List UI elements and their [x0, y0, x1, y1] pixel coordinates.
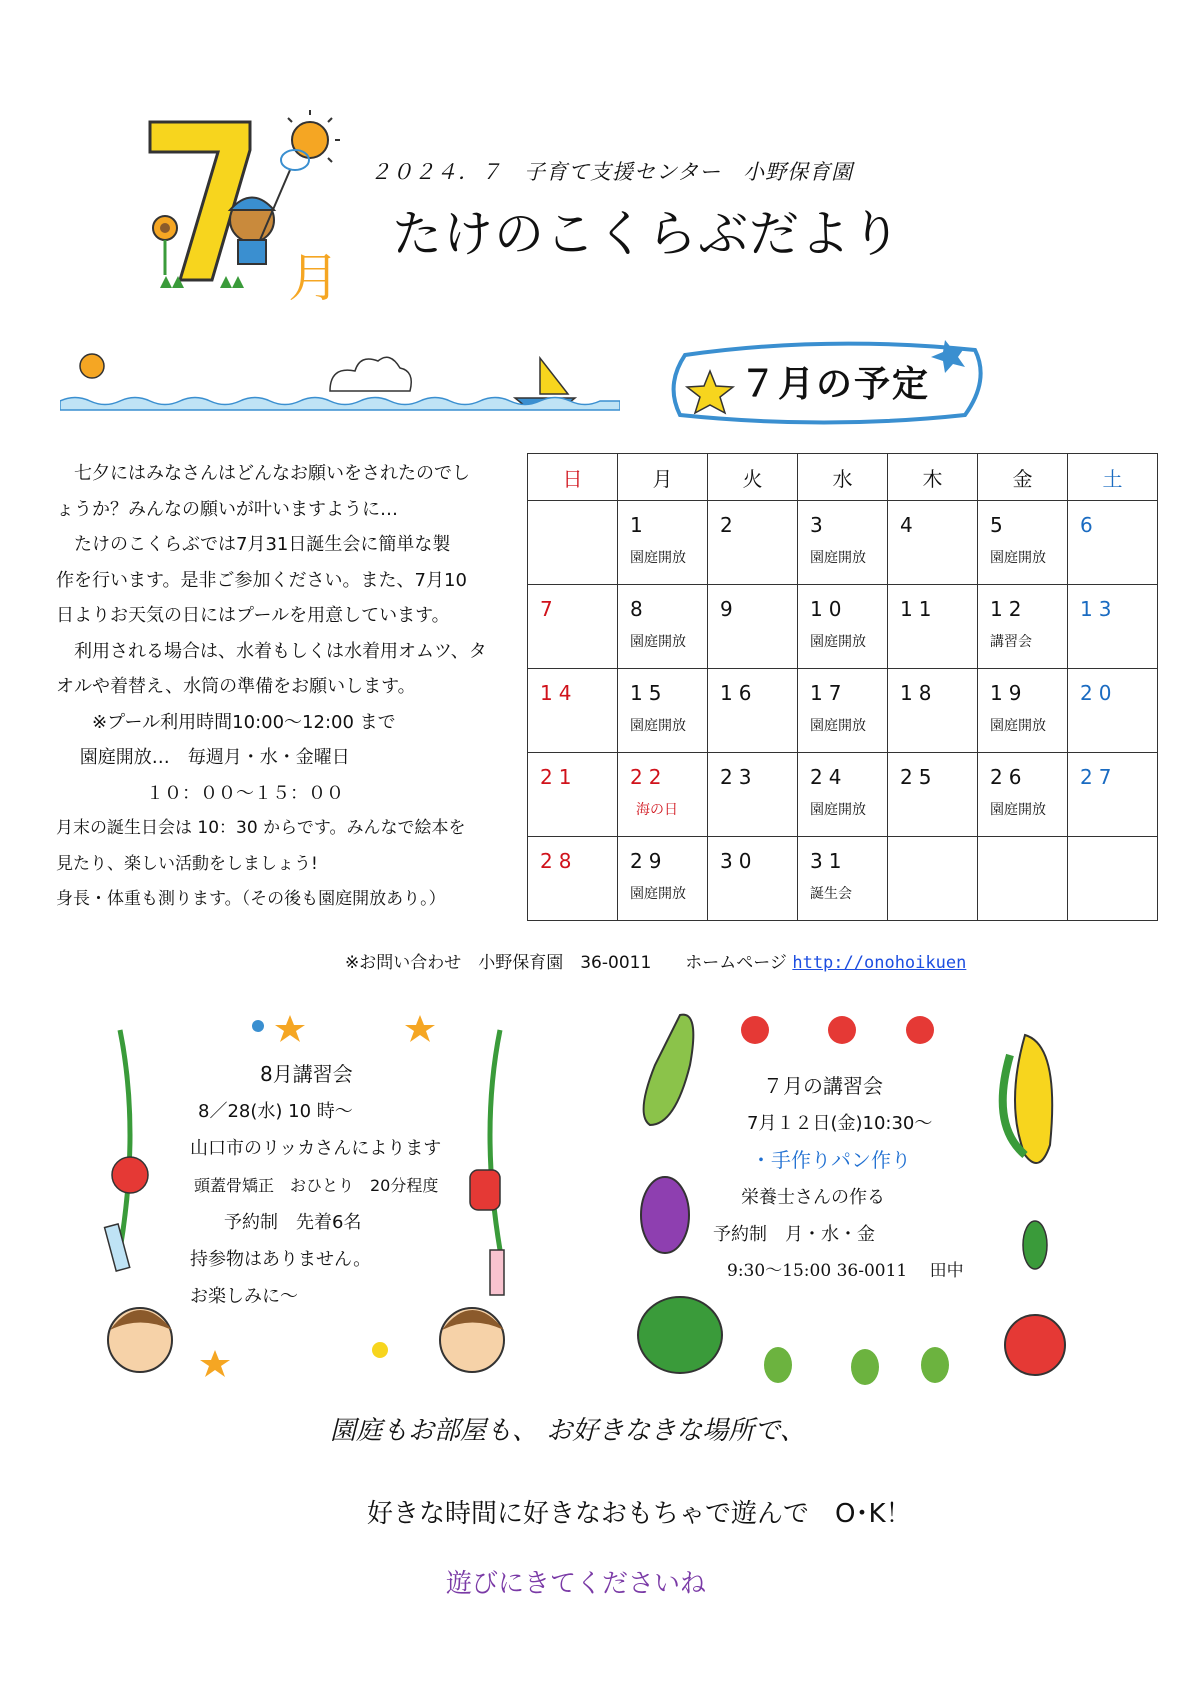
intro-line: ょうか？みんなの願いが叶いますように… — [56, 498, 398, 520]
calendar-day-cell — [798, 753, 888, 837]
calendar-day-number: 22 — [630, 765, 668, 789]
contact-line — [345, 948, 966, 973]
calendar-day-cell — [1068, 501, 1158, 585]
calendar-header-row — [528, 454, 1158, 501]
footer-line-1: 園庭もお部屋も、 お好きなきな場所で、 — [330, 1416, 806, 1446]
calendar-event-label: 園庭開放 — [810, 634, 866, 650]
calendar-day-cell — [708, 501, 798, 585]
intro-text — [56, 456, 516, 918]
calendar-day-number — [900, 849, 977, 873]
calendar-day-number: 7 — [540, 597, 559, 621]
weekday-sat: 土 — [1068, 454, 1158, 501]
intro-line: ※プール利用時間10:00～12:00 まで — [56, 711, 396, 733]
calendar-day-number: 18 — [900, 681, 938, 705]
calendar-day-cell — [978, 585, 1068, 669]
calendar-day-cell — [888, 669, 978, 753]
calendar-day-number: 2 — [720, 513, 739, 537]
calendar-week-row — [528, 501, 1158, 585]
intro-line: 身長・体重も測ります。（その後も園庭開放あり。） — [56, 889, 446, 909]
calendar-day-number: 9 — [720, 597, 739, 621]
july-calendar — [527, 453, 1158, 921]
weekday-thu: 木 — [888, 454, 978, 501]
weekday-mon: 月 — [618, 454, 708, 501]
intro-line: 月末の誕生日会は 10：30 からです。みんなで絵本を — [56, 818, 466, 838]
calendar-day-cell — [978, 837, 1068, 921]
calendar-day-number: 23 — [720, 765, 758, 789]
calendar-event-label: 園庭開放 — [630, 886, 686, 902]
header-date-line: ２０２４．７ 子育て支援センター 小野保育園 — [370, 160, 854, 184]
calendar-day-cell — [888, 837, 978, 921]
august-workshop — [190, 1056, 441, 1315]
july-workshop-date: 7月１２日(金)10:30～ — [747, 1113, 933, 1134]
calendar-day-number: 4 — [900, 513, 919, 537]
footer-line-3: 遊びにきてくださいね — [446, 1569, 707, 1599]
calendar-day-number: 30 — [720, 849, 758, 873]
calendar-day-number: 21 — [540, 765, 578, 789]
calendar-day-number: 28 — [540, 849, 578, 873]
calendar-day-cell — [888, 585, 978, 669]
calendar-day-number: 26 — [990, 765, 1028, 789]
calendar-day-cell — [708, 753, 798, 837]
calendar-day-number: 15 — [630, 681, 668, 705]
calendar-event-label: 海の日 — [636, 802, 678, 818]
calendar-event-label: 園庭開放 — [810, 718, 866, 734]
calendar-day-cell — [528, 837, 618, 921]
calendar-day-cell — [708, 669, 798, 753]
footer-line-2: 好きな時間に好きなおもちゃで遊んで O･K！ — [367, 1499, 912, 1529]
calendar-day-number: 24 — [810, 765, 848, 789]
july-workshop-line: 予約制 月・水・金 — [713, 1224, 875, 1245]
calendar-day-cell — [528, 501, 618, 585]
calendar-day-number: 1 — [630, 513, 649, 537]
calendar-day-cell — [708, 837, 798, 921]
logo-month: 月 — [288, 249, 341, 309]
calendar-event-label: 園庭開放 — [990, 718, 1046, 734]
july-workshop — [713, 1068, 964, 1290]
calendar-week-row — [528, 585, 1158, 669]
august-workshop-title: 8月講習会 — [260, 1062, 353, 1086]
calendar-day-number — [540, 513, 617, 537]
intro-line: オルや着替え、水筒の準備をお願いします。 — [56, 676, 416, 697]
intro-line: 七夕にはみなさんはどんなお願いをされたのでし — [56, 463, 470, 484]
calendar-day-cell — [618, 669, 708, 753]
calendar-day-cell — [978, 669, 1068, 753]
august-workshop-line: 8／28(水) 10 時～ — [198, 1101, 353, 1122]
calendar-event-label: 園庭開放 — [990, 550, 1046, 566]
calendar-day-number: 8 — [630, 597, 649, 621]
calendar-week-row — [528, 753, 1158, 837]
calendar-day-cell — [708, 585, 798, 669]
calendar-day-number: 20 — [1080, 681, 1118, 705]
july-workshop-line: 9:30～15:00 36-0011 田中 — [727, 1261, 964, 1281]
july-workshop-highlight: ・手作りパン作り — [751, 1148, 911, 1172]
weekday-fri: 金 — [978, 454, 1068, 501]
intro-line: １０：００～１５：００ — [56, 782, 344, 804]
august-workshop-line: 持参物はありません。 — [190, 1249, 372, 1270]
sea-banner-illustration — [60, 346, 620, 416]
calendar-day-cell — [798, 501, 888, 585]
calendar-day-cell — [1068, 669, 1158, 753]
calendar-day-cell — [1068, 753, 1158, 837]
calendar-day-cell — [528, 585, 618, 669]
calendar-day-cell — [888, 501, 978, 585]
calendar-day-number: 27 — [1080, 765, 1118, 789]
july-workshop-line: 栄養士さんの作る — [741, 1187, 885, 1208]
calendar-day-number: 19 — [990, 681, 1028, 705]
calendar-day-number — [990, 849, 1067, 873]
calendar-event-label: 園庭開放 — [630, 718, 686, 734]
calendar-day-cell — [1068, 837, 1158, 921]
calendar-day-cell — [618, 753, 708, 837]
calendar-day-cell — [798, 669, 888, 753]
intro-line: 利用される場合は、水着もしくは水着用オムツ、タ — [56, 640, 487, 662]
calendar-week-row — [528, 669, 1158, 753]
intro-line: 日よりお天気の日にはプールを用意しています。 — [56, 605, 450, 626]
calendar-day-number: 11 — [900, 597, 938, 621]
august-workshop-line: 予約制 先着6名 — [224, 1212, 362, 1233]
weekday-tue: 火 — [708, 454, 798, 501]
weekday-sun: 日 — [528, 454, 618, 501]
intro-line: 作を行います。是非ご参加ください。また、7月10 — [56, 569, 467, 591]
calendar-event-label: 講習会 — [990, 634, 1032, 650]
calendar-day-number: 13 — [1080, 597, 1118, 621]
calendar-event-label: 園庭開放 — [630, 550, 686, 566]
august-workshop-line: 山口市のリッカさんによります — [190, 1138, 442, 1159]
intro-line: 見たり、楽しい活動をしましょう! — [56, 853, 318, 874]
calendar-event-label: 園庭開放 — [810, 550, 866, 566]
calendar-day-number: 31 — [810, 849, 848, 873]
calendar-day-cell — [798, 585, 888, 669]
schedule-banner-title: ７月の予定 — [740, 364, 931, 405]
calendar-day-cell — [528, 753, 618, 837]
calendar-day-number: 29 — [630, 849, 668, 873]
calendar-day-cell — [618, 585, 708, 669]
calendar-event-label: 園庭開放 — [630, 634, 686, 650]
calendar-day-number: 25 — [900, 765, 938, 789]
calendar-day-number: 14 — [540, 681, 578, 705]
calendar-week-row — [528, 837, 1158, 921]
calendar-event-label: 園庭開放 — [810, 802, 866, 818]
calendar-day-number — [1080, 849, 1157, 873]
calendar-day-number: 10 — [810, 597, 848, 621]
calendar-day-cell — [888, 753, 978, 837]
calendar-day-number: 3 — [810, 513, 829, 537]
calendar-day-number: 12 — [990, 597, 1028, 621]
calendar-day-number: 16 — [720, 681, 758, 705]
calendar-day-cell — [978, 501, 1068, 585]
calendar-day-cell — [978, 753, 1068, 837]
calendar-event-label: 園庭開放 — [990, 802, 1046, 818]
homepage-link[interactable]: http://onohoikuen — [792, 953, 967, 973]
calendar-day-cell — [798, 837, 888, 921]
august-workshop-line: 頭蓋骨矯正 おひとり 20分程度 — [194, 1176, 439, 1195]
intro-line: たけのこくらぶでは7月31日誕生会に簡単な製 — [56, 534, 451, 555]
calendar-day-cell — [528, 669, 618, 753]
page-title: たけのこくらぶだより — [392, 205, 902, 263]
july-workshop-title: ７月の講習会 — [763, 1074, 883, 1098]
intro-line: 園庭開放… 毎週月・水・金曜日 — [56, 747, 350, 768]
contact-text: ※お問い合わせ 小野保育園 36-0011 ホームページ — [345, 953, 787, 973]
weekday-wed: 水 — [798, 454, 888, 501]
calendar-day-number: 5 — [990, 513, 1009, 537]
calendar-day-number: 6 — [1080, 513, 1099, 537]
calendar-event-label: 誕生会 — [810, 886, 852, 902]
calendar-day-number: 17 — [810, 681, 848, 705]
calendar-day-cell — [618, 501, 708, 585]
calendar-day-cell — [618, 837, 708, 921]
august-workshop-line: お楽しみに～ — [190, 1286, 298, 1307]
calendar-day-cell — [1068, 585, 1158, 669]
